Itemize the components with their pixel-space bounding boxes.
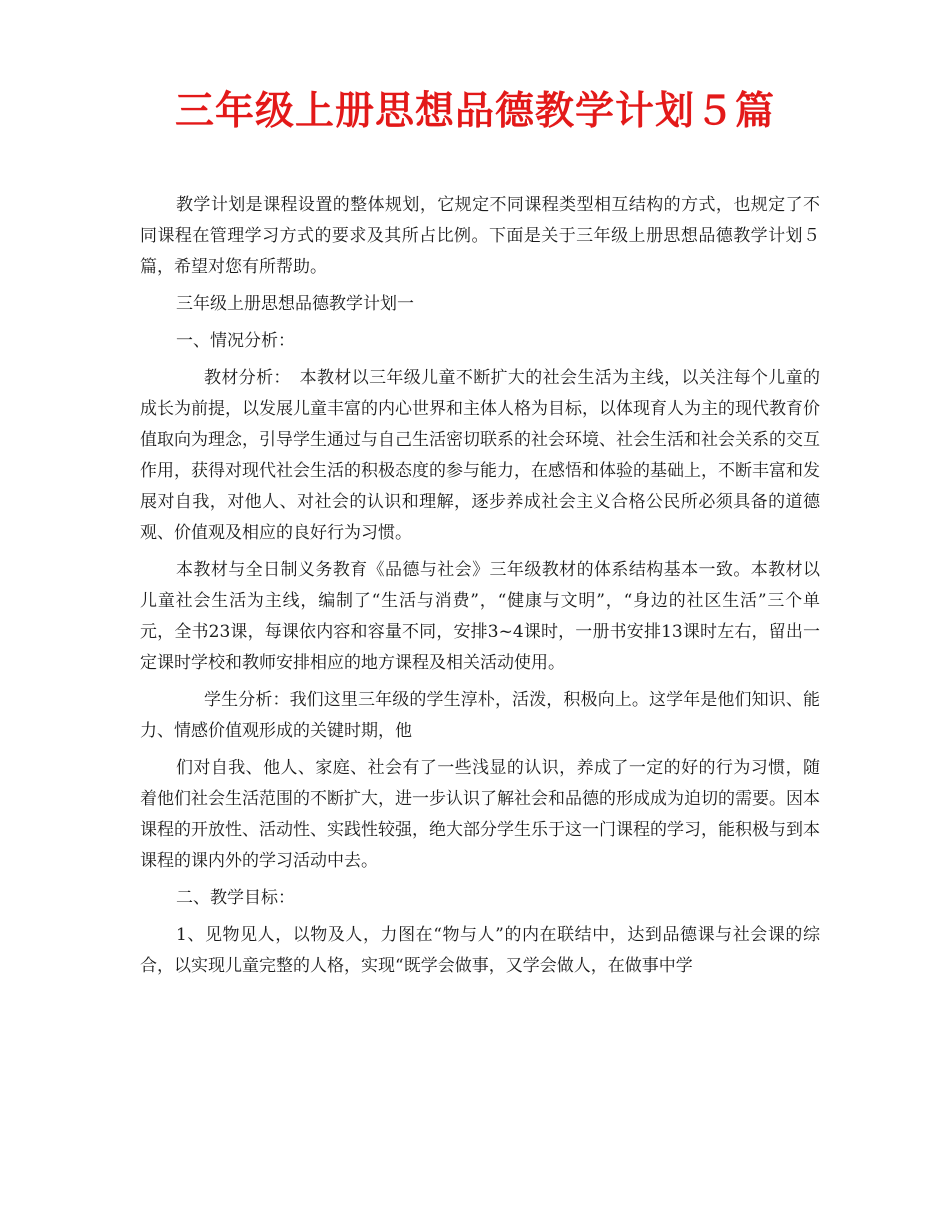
intro-paragraph: 教学计划是课程设置的整体规划，它规定不同课程类型相互结构的方式，也规定了不同课程在管理学习方式的要求及其所占比例。下面是关于三年级上册思想品德教学计划５篇，希望对您有所帮助。: [140, 195, 820, 277]
plan-one-heading: 三年级上册思想品德教学计划一: [176, 294, 414, 314]
student-analysis-paragraph: 学生分析：我们这里三年级的学生淳朴，活泼，积极向上。这学年是他们知识、能力、情感价值观形成的关键时期，他: [140, 690, 820, 741]
section-two-heading: 二、教学目标：: [176, 888, 295, 908]
goal-one-paragraph: 1、见物见人，以物及人，力图在“物与人”的内在联结中，达到品德课与社会课的综合，以实现儿童完整的人格，实现“既学会做事，又学会做人，在做事中学: [140, 925, 820, 976]
textbook-structure-paragraph: 本教材与全日制义务教育《品德与社会》三年级教材的体系结构基本一致。本教材以儿童社会生活为主线，编制了“生活与消费”，“健康与文明”，“身边的社区生活”三个单元，全书23课，每课依内容和容量不同，安排3~4课时，一册书安排13课时左右，留出一定课时学校和教师安排相应的地方课程及相关活动使用。: [140, 560, 820, 673]
document-body: [140, 190, 820, 988]
document-title: 三年级上册思想品德教学计划５篇: [174, 88, 775, 134]
textbook-analysis-paragraph: 教材分析： 本教材以三年级儿童不断扩大的社会生活为主线，以关注每个儿童的成长为前提，以发展儿童丰富的内心世界和主体人格为目标，以体现育人为主的现代教育价值取向为理念，引导学生通过与自己生活密切联系的社会环境、社会生活和社会关系的交互作用，获得对现代社会生活的积极态度的参与能力，在感悟和体验的基础上，不断丰富和发展对自我，对他人、对社会的认识和理解，逐步养成社会主义合格公民所必须具备的道德观、价值观及相应的良好行为习惯。: [140, 368, 820, 543]
section-one-heading: 一、情况分析：: [176, 331, 295, 351]
student-analysis-continued-paragraph: 们对自我、他人、家庭、社会有了一些浅显的认识，养成了一定的好的行为习惯，随着他们社会生活范围的不断扩大，进一步认识了解社会和品德的形成成为迫切的需要。因本课程的开放性、活动性、实践性较强，绝大部分学生乐于这一门课程的学习，能积极与到本课程的课内外的学习活动中去。: [140, 758, 820, 871]
